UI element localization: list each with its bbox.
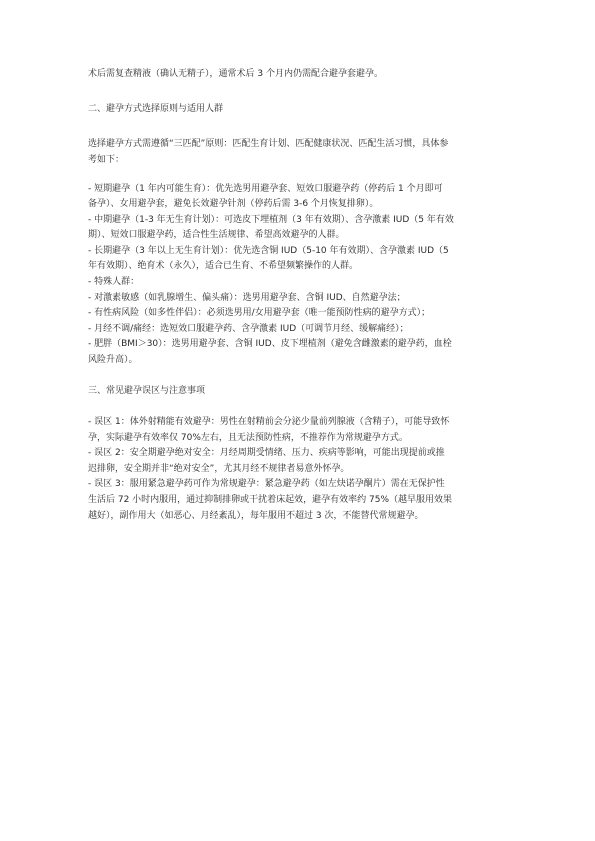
section-3-heading: 三、常见避孕误区与注意事项 [88, 386, 206, 396]
section-2-intro-line-1: 选择避孕方式需遵循“三匹配”原则：匹配生育计划、匹配健康状况、匹配生活习惯，具体参 [88, 139, 449, 149]
list-item: - 肥胖（BMI＞30）：选男用避孕套、含铜 IUD、皮下埋植剂（避免含雌激素的避孕药，血栓 [88, 339, 452, 349]
list-item: - 特殊人群： [88, 277, 140, 287]
list-item: - 中期避孕（1-3 年无生育计划）：可选皮下埋植剂（3 年有效期）、含孕激素 IUD（5 年有效 [88, 215, 454, 225]
section-2-intro-line-2: 考如下： [88, 155, 125, 165]
intro-line: 术后需复查精液（确认无精子），通常术后 3 个月内仍需配合避孕套避孕。 [88, 69, 383, 79]
list-item: - 对激素敏感（如乳腺增生、偏头痛）：选男用避孕套、含铜 IUD、自然避孕法； [88, 293, 406, 303]
list-item: 期）、短效口服避孕药，适合性生活规律、希望高效避孕的人群。 [88, 230, 345, 240]
list-item: 年有效期）、绝育术（永久），适合已生育、不希望频繁操作的人群。 [88, 261, 359, 271]
list-item: - 误区 1：体外射精能有效避孕：男性在射精前会分泌少量前列腺液（含精子），可能导致怀 [88, 417, 450, 427]
list-item: 备孕）、女用避孕套，避免长效避孕针剂（停药后需 3-6 个月恢复排卵）。 [88, 199, 379, 209]
list-item: - 月经不调/痛经：选短效口服避孕药、含孕激素 IUD（可调节月经、缓解痛经）； [88, 324, 409, 334]
list-item: - 误区 2：安全期避孕绝对安全：月经周期受情绪、压力、疾病等影响，可能出现提前或推 [88, 448, 445, 458]
list-item: 孕，实际避孕有效率仅 70%左右，且无法预防性病，不推荐作为常规避孕方式。 [88, 433, 408, 443]
list-item: 越好），副作用大（如恶心、月经紊乱），每年服用不超过 3 次，不能替代常规避孕。 [88, 511, 424, 521]
list-item: - 误区 3：服用紧急避孕药可作为常规避孕：紧急避孕药（如左炔诺孕酮片）需在无保护性 [88, 479, 445, 489]
list-item: - 长期避孕（3 年以上无生育计划）：优先选含铜 IUD（5-10 年有效期）、含孕激素 IUD（5 [88, 246, 449, 256]
section-2-heading: 二、避孕方式选择原则与适用人群 [88, 104, 224, 114]
list-item: 风险升高）。 [88, 355, 138, 365]
list-item: 生活后 72 小时内服用，通过抑制排卵或干扰着床起效，避孕有效率约 75%（越早服用效果 [88, 495, 453, 505]
list-item: - 短期避孕（1 年内可能生育）：优先选男用避孕套、短效口服避孕药（停药后 1 个月即可 [88, 184, 443, 194]
list-item: 迟排卵，安全期并非“绝对安全”，尤其月经不规律者易意外怀孕。 [88, 464, 350, 474]
list-item: - 有性病风险（如多性伴侣）：必须选男用/女用避孕套（唯一能预防性病的避孕方式）； [88, 308, 431, 318]
